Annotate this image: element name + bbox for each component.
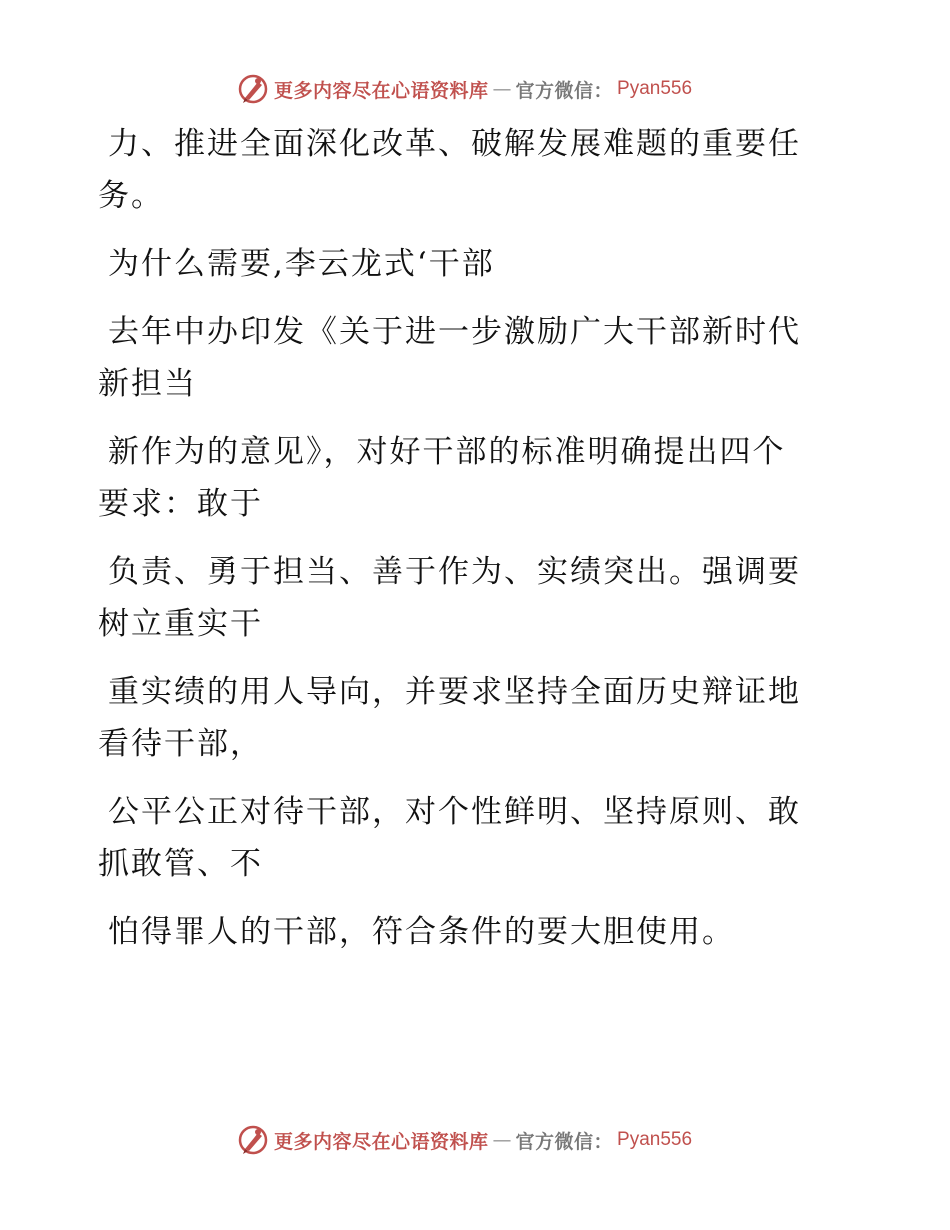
paragraph-line: 力、推进全面深化改革、破解发展难题的重要任: [108, 126, 801, 162]
paragraph-line: 树立重实干: [98, 606, 263, 642]
paragraph: [98, 306, 838, 410]
paragraph-line: 负责、勇于担当、善于作为、实绩突出。强调要: [108, 554, 801, 590]
paragraph-line: 新担当: [98, 366, 197, 402]
header-watermark: [236, 72, 692, 106]
watermark-label: 官方微信：: [515, 79, 614, 102]
paragraph-line: 怕得罪人的干部，符合条件的要大胆使用。: [108, 914, 735, 950]
watermark-separator: —: [492, 1129, 512, 1151]
paragraph: [98, 786, 838, 890]
paragraph-line: 为什么需要,李云龙式‘干部: [108, 246, 495, 282]
watermark-separator: —: [492, 78, 512, 100]
paragraph: [98, 118, 838, 222]
pen-logo-icon: [236, 1123, 270, 1157]
paragraph: [98, 426, 838, 530]
document-body: [98, 118, 838, 974]
watermark-id: Pyan556: [617, 78, 693, 99]
paragraph: [98, 906, 838, 958]
watermark-label: 官方微信：: [515, 1130, 614, 1153]
paragraph-line: 务。: [98, 178, 164, 214]
paragraph-line: 抓敢管、不: [98, 846, 263, 882]
watermark-text: 更多内容尽在心语资料库: [274, 1130, 489, 1153]
paragraph: [98, 238, 838, 290]
paragraph-line: 公平公正对待干部，对个性鲜明、坚持原则、敢: [108, 794, 801, 830]
paragraph-line: 重实绩的用人导向，并要求坚持全面历史辩证地: [108, 674, 801, 710]
paragraph-line: 要求：敢于: [98, 486, 263, 522]
watermark-text: 更多内容尽在心语资料库: [274, 79, 489, 102]
paragraph-line: 新作为的意见》，对好干部的标准明确提出四个: [108, 434, 786, 470]
paragraph-line: 看待干部，: [98, 726, 263, 762]
watermark-id: Pyan556: [617, 1129, 693, 1150]
paragraph: [98, 546, 838, 650]
paragraph-line: 去年中办印发《关于进一步激励广大干部新时代: [108, 314, 801, 350]
pen-logo-icon: [236, 72, 270, 106]
footer-watermark: [236, 1123, 692, 1157]
paragraph: [98, 666, 838, 770]
